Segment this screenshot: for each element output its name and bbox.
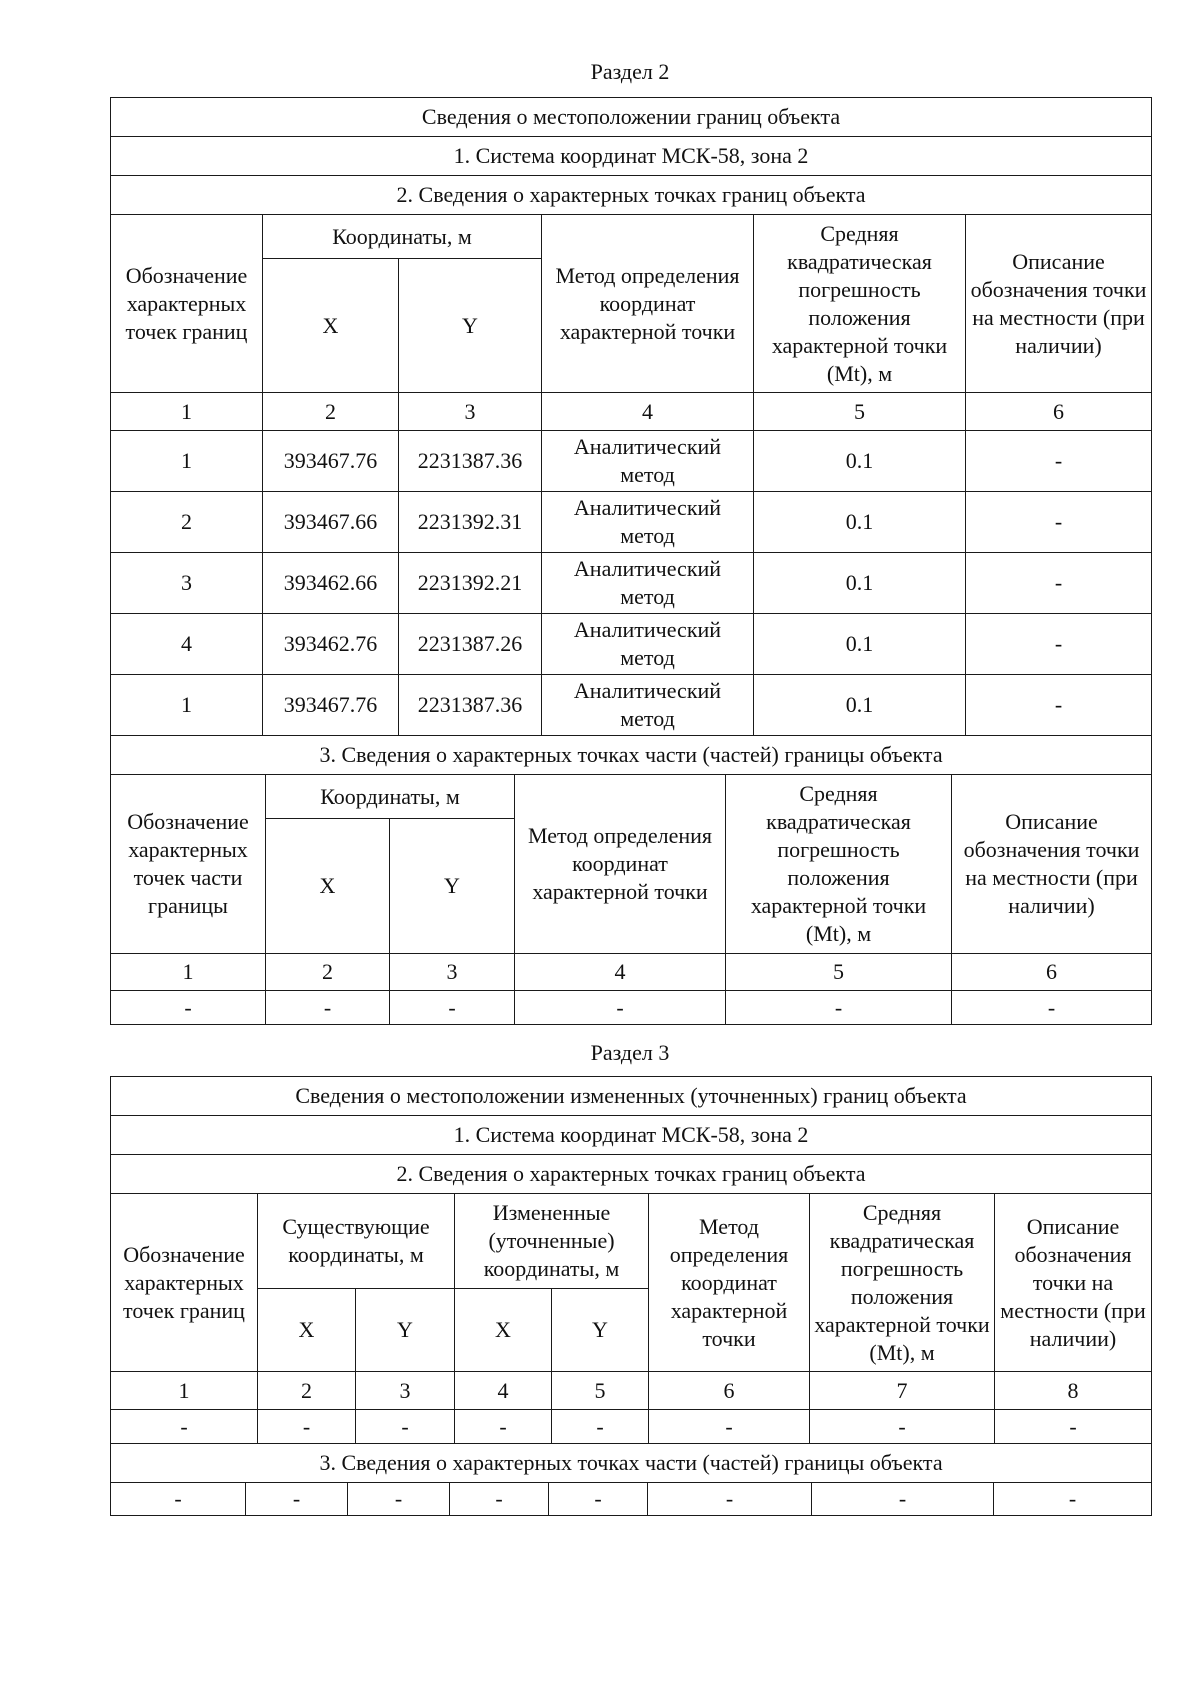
- cell-dash: -: [356, 1410, 455, 1444]
- cell-dash: -: [515, 991, 726, 1025]
- col-existing-coordinates: Существующие координаты, м: [258, 1194, 455, 1289]
- point-method: Аналитический метод: [542, 553, 754, 614]
- point-x: 393467.76: [263, 675, 399, 736]
- cell-dash: -: [348, 1483, 450, 1516]
- colnum: 5: [726, 954, 952, 991]
- point-desc: -: [966, 614, 1152, 675]
- cell-dash: -: [266, 991, 390, 1025]
- colnum: 3: [356, 1372, 455, 1410]
- table-row: [111, 675, 1152, 736]
- point-desc: -: [966, 492, 1152, 553]
- section2-coord-system: 1. Система координат МСК-58, зона 2: [111, 137, 1152, 176]
- col-y: Y: [390, 819, 515, 954]
- cell-dash: -: [552, 1410, 649, 1444]
- cell-dash: -: [549, 1483, 648, 1516]
- section3-colhead-row1: [111, 1194, 1152, 1289]
- point-y: 2231392.31: [399, 492, 542, 553]
- point-mt: 0.1: [754, 614, 966, 675]
- col-y-existing: Y: [356, 1289, 455, 1372]
- col-x-existing: X: [258, 1289, 356, 1372]
- point-number: 1: [111, 675, 263, 736]
- col-description: Описание обозначения точки на местности (при наличии): [966, 215, 1152, 393]
- table-row: [111, 431, 1152, 492]
- point-number: 2: [111, 492, 263, 553]
- colnum: 6: [649, 1372, 810, 1410]
- cell-dash: -: [390, 991, 515, 1025]
- colnum: 1: [111, 1372, 258, 1410]
- colnum: 3: [390, 954, 515, 991]
- table-row: [111, 614, 1152, 675]
- point-number: 3: [111, 553, 263, 614]
- section3-coord-row: [111, 1116, 1152, 1155]
- point-method: Аналитический метод: [542, 675, 754, 736]
- section2-points-title-row: [111, 176, 1152, 215]
- table-row: [111, 1483, 1152, 1516]
- col-x: X: [263, 259, 399, 393]
- section2-table: [110, 97, 1152, 736]
- point-desc: -: [966, 675, 1152, 736]
- section3-parts-title: 3. Сведения о характерных точках части (частей) границы объекта: [111, 1444, 1152, 1483]
- col-x: X: [266, 819, 390, 954]
- colnum: 2: [258, 1372, 356, 1410]
- col-method: Метод определения координат характерной точки: [515, 775, 726, 954]
- section2-points-title: 2. Сведения о характерных точках границ объекта: [111, 176, 1152, 215]
- colnum: 8: [995, 1372, 1152, 1410]
- cell-dash: -: [111, 1410, 258, 1444]
- point-number: 4: [111, 614, 263, 675]
- colnum: 2: [266, 954, 390, 991]
- cell-dash: -: [649, 1410, 810, 1444]
- point-method: Аналитический метод: [542, 492, 754, 553]
- section3-header: Сведения о местоположении измененных (уточненных) границ объекта: [111, 1077, 1152, 1116]
- point-x: 393467.76: [263, 431, 399, 492]
- cell-dash: -: [258, 1410, 356, 1444]
- colnum: 4: [515, 954, 726, 991]
- col-designation: Обозначение характерных точек части границы: [111, 775, 266, 954]
- section3-parts-table: [110, 1443, 1152, 1516]
- cell-dash: -: [111, 1483, 246, 1516]
- point-y: 2231387.26: [399, 614, 542, 675]
- col-error: Средняя квадратическая погрешность положения характерной точки (Mt), м: [726, 775, 952, 954]
- cell-dash: -: [455, 1410, 552, 1444]
- section3-title: Раздел 3: [590, 1040, 670, 1065]
- col-changed-coordinates: Измененные (уточненные) координаты, м: [455, 1194, 649, 1289]
- table-row: [111, 991, 1152, 1025]
- section3-colnum-row: [111, 1372, 1152, 1410]
- colnum: 5: [552, 1372, 649, 1410]
- cell-dash: -: [726, 991, 952, 1025]
- col-designation: Обозначение характерных точек границ: [111, 1194, 258, 1372]
- section2-parts-colhead-row1: [111, 775, 1152, 819]
- point-desc: -: [966, 431, 1152, 492]
- colnum: 1: [111, 954, 266, 991]
- col-y-changed: Y: [552, 1289, 649, 1372]
- colnum: 7: [810, 1372, 995, 1410]
- col-designation: Обозначение характерных точек границ: [111, 215, 263, 393]
- cell-dash: -: [994, 1483, 1152, 1516]
- col-description: Описание обозначения точки на местности (при наличии): [995, 1194, 1152, 1372]
- col-method: Метод определения координат характерной точки: [649, 1194, 810, 1372]
- col-coordinates: Координаты, м: [266, 775, 515, 819]
- section3-header-row: [111, 1077, 1152, 1116]
- col-coordinates: Координаты, м: [263, 215, 542, 259]
- section2-parts-title: 3. Сведения о характерных точках части (частей) границы объекта: [111, 736, 1152, 775]
- cell-dash: -: [810, 1410, 995, 1444]
- colnum: 2: [263, 393, 399, 431]
- section2-colhead-row1: [111, 215, 1152, 259]
- section2-header-row: [111, 98, 1152, 137]
- point-x: 393467.66: [263, 492, 399, 553]
- cell-dash: -: [952, 991, 1152, 1025]
- point-x: 393462.66: [263, 553, 399, 614]
- colnum: 3: [399, 393, 542, 431]
- cell-dash: -: [246, 1483, 348, 1516]
- colnum: 4: [455, 1372, 552, 1410]
- section3-points-title-row: [111, 1155, 1152, 1194]
- col-error: Средняя квадратическая погрешность положения характерной точки (Mt), м: [810, 1194, 995, 1372]
- cell-dash: -: [648, 1483, 812, 1516]
- col-error: Средняя квадратическая погрешность положения характерной точки (Mt), м: [754, 215, 966, 393]
- point-mt: 0.1: [754, 675, 966, 736]
- section2-parts-table: [110, 735, 1152, 1025]
- section2-header: Сведения о местоположении границ объекта: [111, 98, 1152, 137]
- colnum: 1: [111, 393, 263, 431]
- col-description: Описание обозначения точки на местности (при наличии): [952, 775, 1152, 954]
- section2-title: Раздел 2: [590, 59, 670, 84]
- section2-colnum-row: [111, 393, 1152, 431]
- colnum: 4: [542, 393, 754, 431]
- point-y: 2231387.36: [399, 431, 542, 492]
- point-number: 1: [111, 431, 263, 492]
- col-method: Метод определения координат характерной точки: [542, 215, 754, 393]
- cell-dash: -: [812, 1483, 994, 1516]
- colnum: 6: [966, 393, 1152, 431]
- point-mt: 0.1: [754, 431, 966, 492]
- table-row: [111, 1410, 1152, 1444]
- point-mt: 0.1: [754, 553, 966, 614]
- cell-dash: -: [995, 1410, 1152, 1444]
- point-x: 393462.76: [263, 614, 399, 675]
- section3-coord-system: 1. Система координат МСК-58, зона 2: [111, 1116, 1152, 1155]
- section3-table: [110, 1076, 1152, 1444]
- point-y: 2231392.21: [399, 553, 542, 614]
- colnum: 5: [754, 393, 966, 431]
- point-method: Аналитический метод: [542, 431, 754, 492]
- point-desc: -: [966, 553, 1152, 614]
- point-y: 2231387.36: [399, 675, 542, 736]
- table-row: [111, 553, 1152, 614]
- table-row: [111, 492, 1152, 553]
- col-y: Y: [399, 259, 542, 393]
- cell-dash: -: [111, 991, 266, 1025]
- section2-parts-colnum-row: [111, 954, 1152, 991]
- col-x-changed: X: [455, 1289, 552, 1372]
- colnum: 6: [952, 954, 1152, 991]
- section3-points-title: 2. Сведения о характерных точках границ объекта: [111, 1155, 1152, 1194]
- point-method: Аналитический метод: [542, 614, 754, 675]
- section2-parts-title-row: [111, 736, 1152, 775]
- point-mt: 0.1: [754, 492, 966, 553]
- section2-coord-row: [111, 137, 1152, 176]
- cell-dash: -: [450, 1483, 549, 1516]
- section3-parts-title-row: [111, 1444, 1152, 1483]
